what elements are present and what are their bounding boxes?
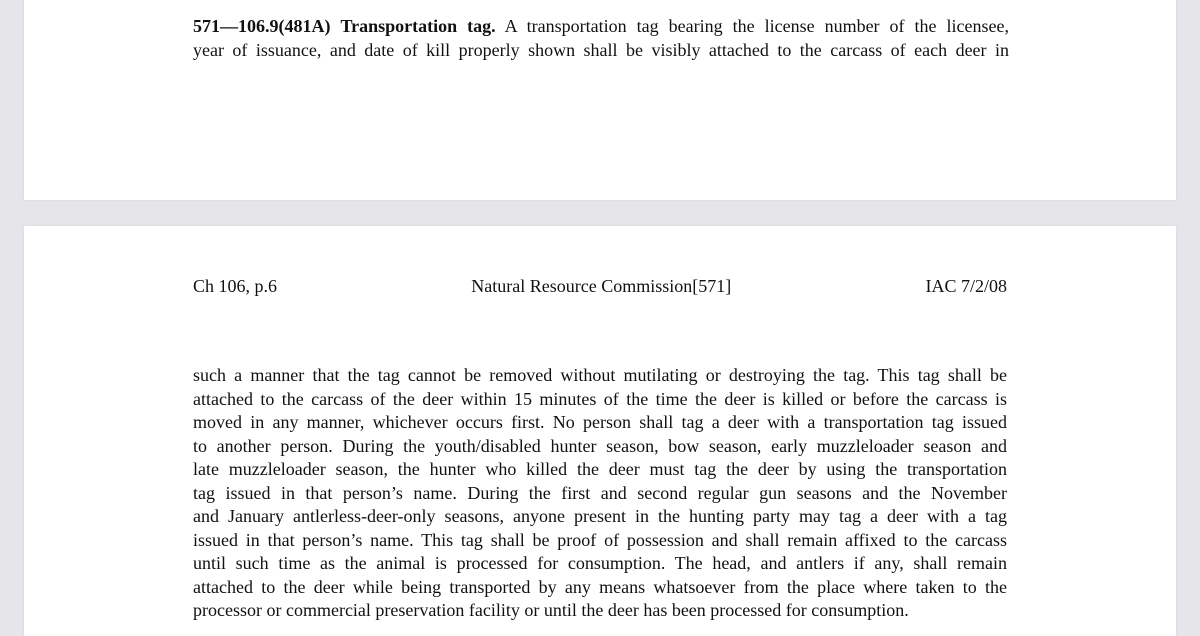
rule-title: Transportation tag.	[340, 16, 496, 36]
rule-paragraph-continued	[193, 364, 1007, 623]
paragraph-line: to another person. During the youth/disabled hunter season, bow season, early muzzleloader season and	[193, 435, 1007, 456]
header-agency: Natural Resource Commission[571]	[471, 276, 732, 296]
paragraph-line: until such time as the animal is processed for consumption. The head, and antlers if any, shall remain	[193, 553, 1007, 573]
paragraph-line-text: A transportation tag bearing the license number of the licensee,	[495, 16, 1009, 36]
paragraph-line	[193, 15, 1009, 39]
rule-number: 571—106.9(481A)	[193, 16, 331, 36]
header-chapter-page: Ch 106, p.6	[193, 276, 278, 296]
page-current	[24, 226, 1176, 636]
paragraph-line: attached to the deer while being transported by any means whatsoever from the place where taken to the	[193, 576, 1007, 597]
paragraph-line: and January antlerless-deer-only seasons, anyone present in the hunting party may tag a deer with a tag	[193, 506, 1007, 526]
paragraph-line: issued in that person’s name. This tag shall be proof of possession and shall remain affixed to the carcass	[193, 529, 1007, 550]
paragraph-line: tag issued in that person’s name. During the first and second regular gun seasons and the November	[193, 482, 1007, 503]
header-date: IAC 7/2/08	[925, 276, 1007, 296]
paragraph-line: moved in any manner, whichever occurs first. No person shall tag a deer with a transportation tag issued	[193, 412, 1007, 432]
paragraph-line: year of issuance, and date of kill properly shown shall be visibly attached to the carcass of each deer in	[193, 39, 1009, 60]
paragraph-line: such a manner that the tag cannot be removed without mutilating or destroying the tag. This tag shall be	[193, 365, 1007, 385]
paragraph-line: late muzzleloader season, the hunter who killed the deer must tag the deer by using the transportation	[193, 459, 1007, 479]
paragraph-line: processor or commercial preservation facility or until the deer has been processed for consumption.	[193, 600, 909, 620]
paragraph-line: attached to the carcass of the deer within 15 minutes of the time the deer is killed or before the carcass is	[193, 388, 1007, 409]
page-previous	[24, 0, 1176, 200]
page-header	[193, 275, 1007, 299]
rule-paragraph-start	[193, 15, 1009, 62]
